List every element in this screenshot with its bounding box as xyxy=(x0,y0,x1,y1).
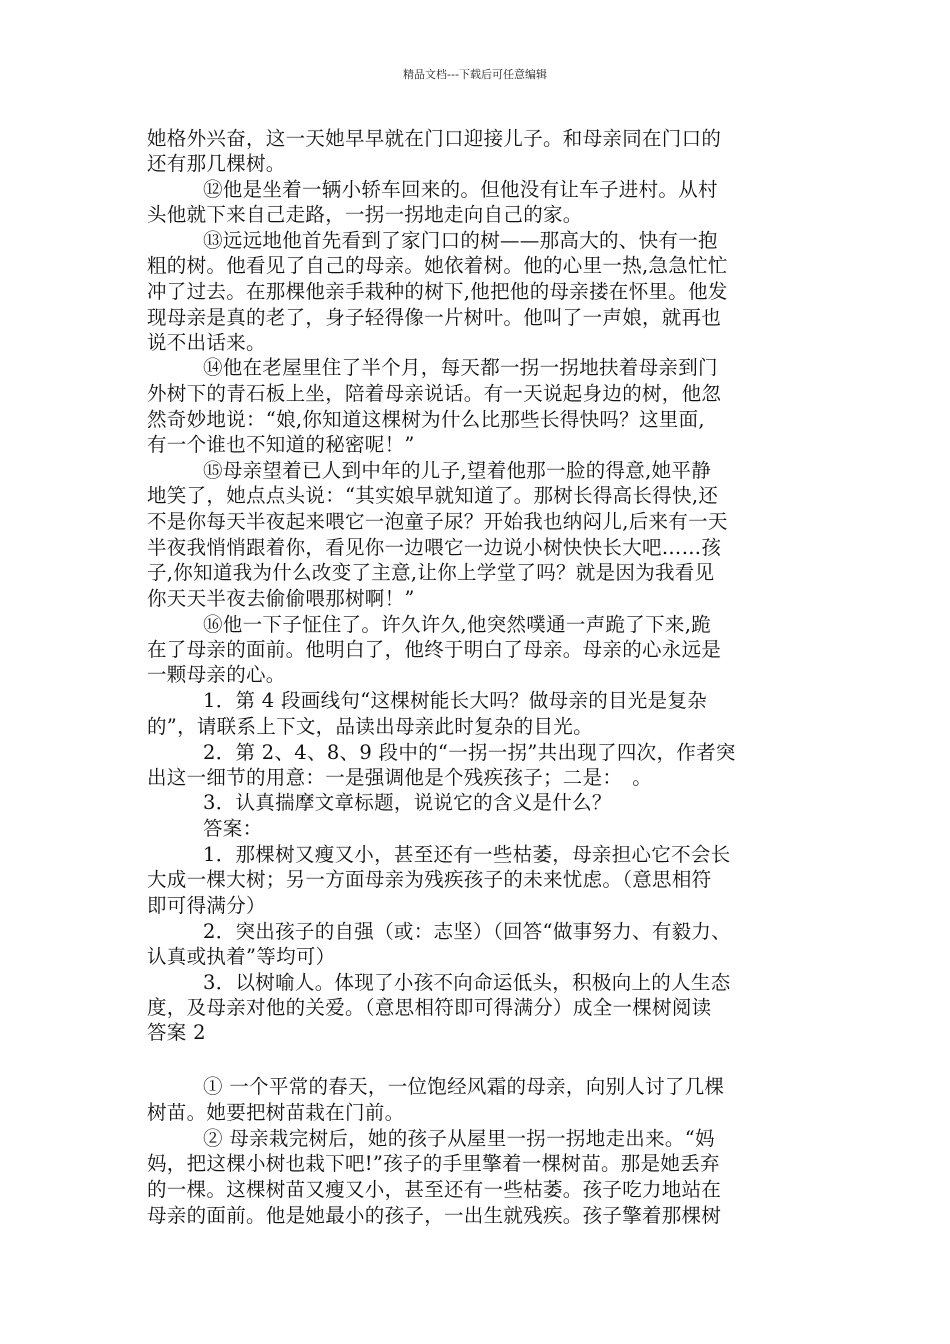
text-line: 粗的树。他看见了自己的母亲。她依着树。他的心里一热,急急忙忙 xyxy=(147,254,728,277)
text-line: 认真或执着”等均可） xyxy=(147,945,336,968)
text-line: 1．那棵树又瘦又小，甚至还有一些枯萎，母亲担心它不会长 xyxy=(203,843,731,866)
text-line: 还有那几棵树。 xyxy=(147,152,286,175)
text-line: 头他就下来自己走路，一拐一拐地走向自己的家。 xyxy=(147,203,583,226)
text-line: ⑮母亲望着已人到中年的儿子,望着他那一脸的得意,她平静 xyxy=(203,459,711,482)
text-line: 即可得满分） xyxy=(147,894,266,917)
text-line: 现母亲是真的老了，身子轻得像一片树叶。他叫了一声娘，就再也 xyxy=(147,306,722,329)
text-line: 冲了过去。在那棵他亲手栽种的树下,他把他的母亲搂在怀里。他发 xyxy=(147,280,728,303)
text-line: ② 母亲栽完树后，她的孩子从屋里一拐一拐地走出来。“妈 xyxy=(203,1127,715,1150)
text-line: 在了母亲的面前。他明白了，他终于明白了母亲。母亲的心永远是 xyxy=(147,638,722,661)
text-line: ⑫他是坐着一辆小轿车回来的。但他没有让车子进村。从村 xyxy=(203,178,718,201)
text-line: 母亲的面前。他是她最小的孩子，一出生就残疾。孩子擎着那棵树 xyxy=(147,1204,722,1227)
text-line: ⑭他在老屋里住了半个月，每天都一拐一拐地扶着母亲到门 xyxy=(203,356,718,379)
text-line: 一颗母亲的心。 xyxy=(147,663,286,686)
text-line: 半夜我悄悄跟着你，看见你一边喂它一边说小树快快长大吧……孩 xyxy=(147,536,722,559)
text-line: 度，及母亲对他的关爱。（意思相符即可得满分）成全一棵树阅读 xyxy=(147,996,712,1019)
text-line: 1．第 4 段画线句“这棵树能长大吗？做母亲的目光是复杂 xyxy=(203,689,708,712)
text-line: 2．第 2、4、8、9 段中的“一拐一拐”共出现了四次，作者突 xyxy=(203,741,736,764)
text-line: 地笑了，她点点头说：“其实娘早就知道了。那树长得高长得快,还 xyxy=(147,484,719,507)
text-line: 妈，把这棵小树也栽下吧!”孩子的手里擎着一棵树苗。那是她丢弃 xyxy=(147,1152,720,1175)
text-line: 说不出话来。 xyxy=(147,331,266,354)
text-line: 树苗。她要把树苗栽在门前。 xyxy=(147,1101,405,1124)
text-line: 然奇妙地说：“娘,你知道这棵树为什么比那些长得快吗？这里面, xyxy=(147,408,705,431)
text-line: 答案： xyxy=(203,817,263,840)
text-line: 答案 2 xyxy=(147,1021,206,1044)
text-line: 不是你每天半夜起来喂它一泡童子尿？开始我也纳闷儿,后来有一天 xyxy=(147,510,728,533)
text-line: 子,你知道我为什么改变了主意,让你上学堂了吗？就是因为我看见 xyxy=(147,561,715,584)
text-line: 出这一细节的用意：一是强调他是个残疾孩子；二是： 。 xyxy=(147,766,653,789)
text-line: 3．认真揣摩文章标题，说说它的含义是什么？ xyxy=(203,791,612,814)
text-line: 她格外兴奋，这一天她早早就在门口迎接儿子。和母亲同在门口的 xyxy=(147,127,722,150)
text-line: ① 一个平常的春天，一位饱经风霜的母亲，向别人讨了几棵 xyxy=(203,1075,725,1098)
text-line: 大成一棵大树；另一方面母亲为残疾孩子的未来忧虑。（意思相符 xyxy=(147,868,712,891)
text-line: 的一棵。这棵树苗又瘦又小，甚至还有一些枯萎。孩子吃力地站在 xyxy=(147,1178,722,1201)
text-line: ⑬远远地他首先看到了家门口的树——那高大的、快有一抱 xyxy=(203,229,718,252)
text-line: ⑯他一下子怔住了。许久许久,他突然噗通一声跪了下来,跪 xyxy=(203,613,711,636)
text-line: 的”，请联系上下文，品读出母亲此时复杂的目光。 xyxy=(147,715,593,738)
text-line: 3．以树喻人。体现了小孩不向命运低头，积极向上的人生态 xyxy=(203,971,731,994)
text-line: 外树下的青石板上坐，陪着母亲说话。有一天说起身边的树，他忽 xyxy=(147,382,722,405)
page-header: 精品文档---下载后可任意编辑 xyxy=(403,68,547,81)
text-line: 有一个谁也不知道的秘密呢！” xyxy=(147,433,415,456)
text-line: 你天天半夜去偷偷喂那树啊！” xyxy=(147,587,415,610)
text-line: 2．突出孩子的自强（或：志坚）（回答“做事努力、有毅力、 xyxy=(203,920,732,943)
